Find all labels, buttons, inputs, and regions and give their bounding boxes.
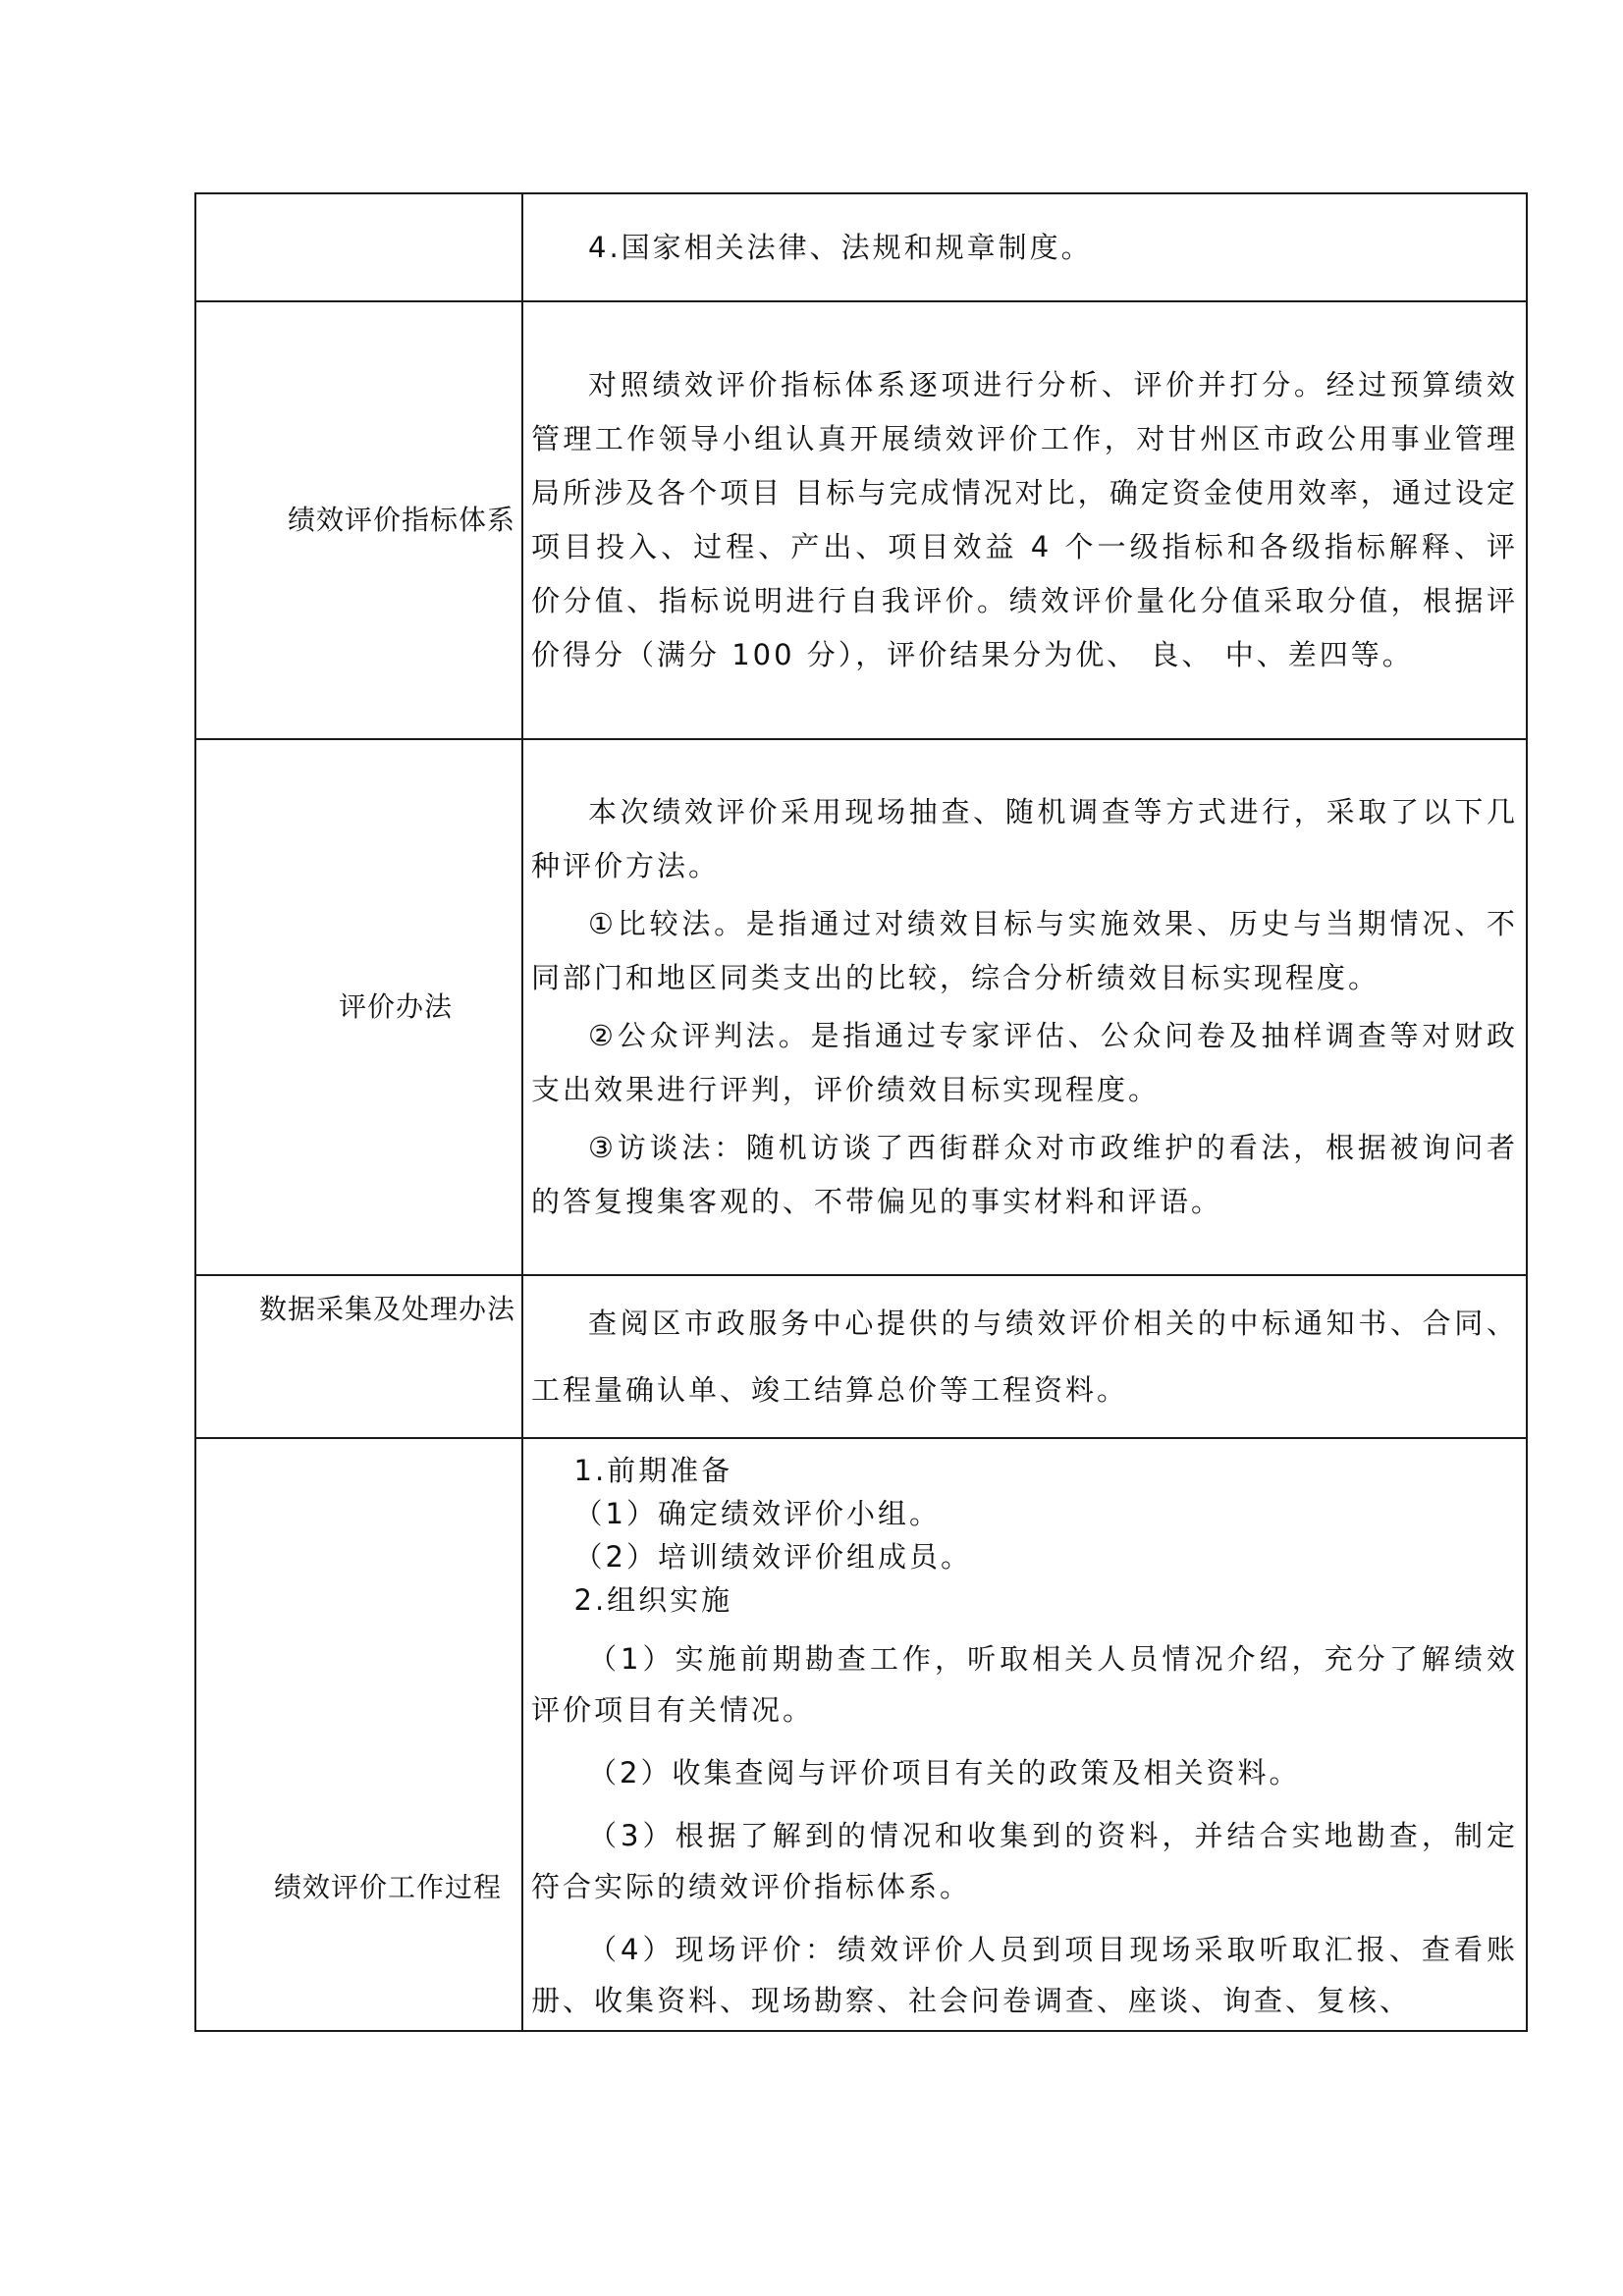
- paragraph: ③访谈法：随机访谈了西街群众对市政维护的看法，根据被询问者的答复搜集客观的、不带偏见的事实材料和评语。: [531, 1131, 1518, 1218]
- paragraph: 查阅区市政服务中心提供的与绩效评价相关的中标通知书、合同、工程量确认单、竣工结算总价等工程资料。: [531, 1307, 1518, 1407]
- row-label-evaluation-method: 评价办法: [195, 739, 522, 1275]
- paragraph: （1）实施前期勘查工作，听取相关人员情况介绍，充分了解绩效评价项目有关情况。: [531, 1642, 1518, 1727]
- row-label-basis: [195, 193, 522, 301]
- evaluation-table: [194, 192, 1528, 2032]
- paragraph: （3）根据了解到的情况和收集到的资料，并结合实地勘查，制定符合实际的绩效评价指标体系。: [531, 1819, 1518, 1903]
- table-row-work-process: [195, 1438, 1527, 2031]
- row-label-indicator-system: 绩效评价指标体系: [195, 301, 522, 739]
- row-content-evaluation-method: [522, 739, 1527, 1275]
- paragraph: （2）收集查阅与评价项目有关的政策及相关资料。: [588, 1756, 1301, 1789]
- process-line: 2.组织实施: [573, 1583, 733, 1617]
- process-line: （1）确定绩效评价小组。: [573, 1497, 941, 1530]
- process-line: 1.前期准备: [573, 1454, 733, 1487]
- row-label-data-collection: 数据采集及处理办法: [195, 1275, 522, 1438]
- paragraph: 本次绩效评价采用现场抽查、随机调查等方式进行，采取了以下几种评价方法。: [531, 795, 1518, 882]
- table-row-basis: [195, 193, 1527, 301]
- process-line: （2）培训绩效评价组成员。: [573, 1540, 972, 1574]
- row-content-work-process: [522, 1438, 1527, 2031]
- table-row-data-collection: [195, 1275, 1527, 1438]
- row-label-text: 绩效评价工作过程: [273, 1871, 502, 1903]
- paragraph: 4.国家相关法律、法规和规章制度。: [588, 231, 1093, 264]
- table-row-indicator-system: [195, 301, 1527, 739]
- row-content-basis: [522, 193, 1527, 301]
- row-label-work-process: [195, 1438, 522, 2031]
- table-row-evaluation-method: [195, 739, 1527, 1275]
- row-content-indicator-system: [522, 301, 1527, 739]
- row-content-data-collection: [522, 1275, 1527, 1438]
- paragraph: （4）现场评价：绩效评价人员到项目现场采取听取汇报、查看账册、收集资料、现场勘察、社会问卷调查、座谈、询查、复核、: [531, 1933, 1518, 2017]
- paragraph: ②公众评判法。是指通过专家评估、公众问卷及抽样调查等对财政支出效果进行评判，评价绩效目标实现程度。: [531, 1019, 1518, 1106]
- paragraph: 对照绩效评价指标体系逐项进行分析、评价并打分。经过预算绩效管理工作领导小组认真开展绩效评价工作，对甘州区市政公用事业管理局所涉及各个项目 目标与完成情况对比，确定资金使用效率，通过设定项目投入、过程、产出、项目效益 4 个一级指标和各级指标解释、评价分值、指标说明进行自我评价。绩效评价量化分值采取分值，根据评价得分（满分 100 分），评价结果分为优、 良、 中、差四等。: [531, 368, 1518, 671]
- process-content: [531, 1443, 1518, 2026]
- paragraph: ①比较法。是指通过对绩效目标与实施效果、历史与当期情况、不同部门和地区同类支出的比较，综合分析绩效目标实现程度。: [531, 907, 1518, 994]
